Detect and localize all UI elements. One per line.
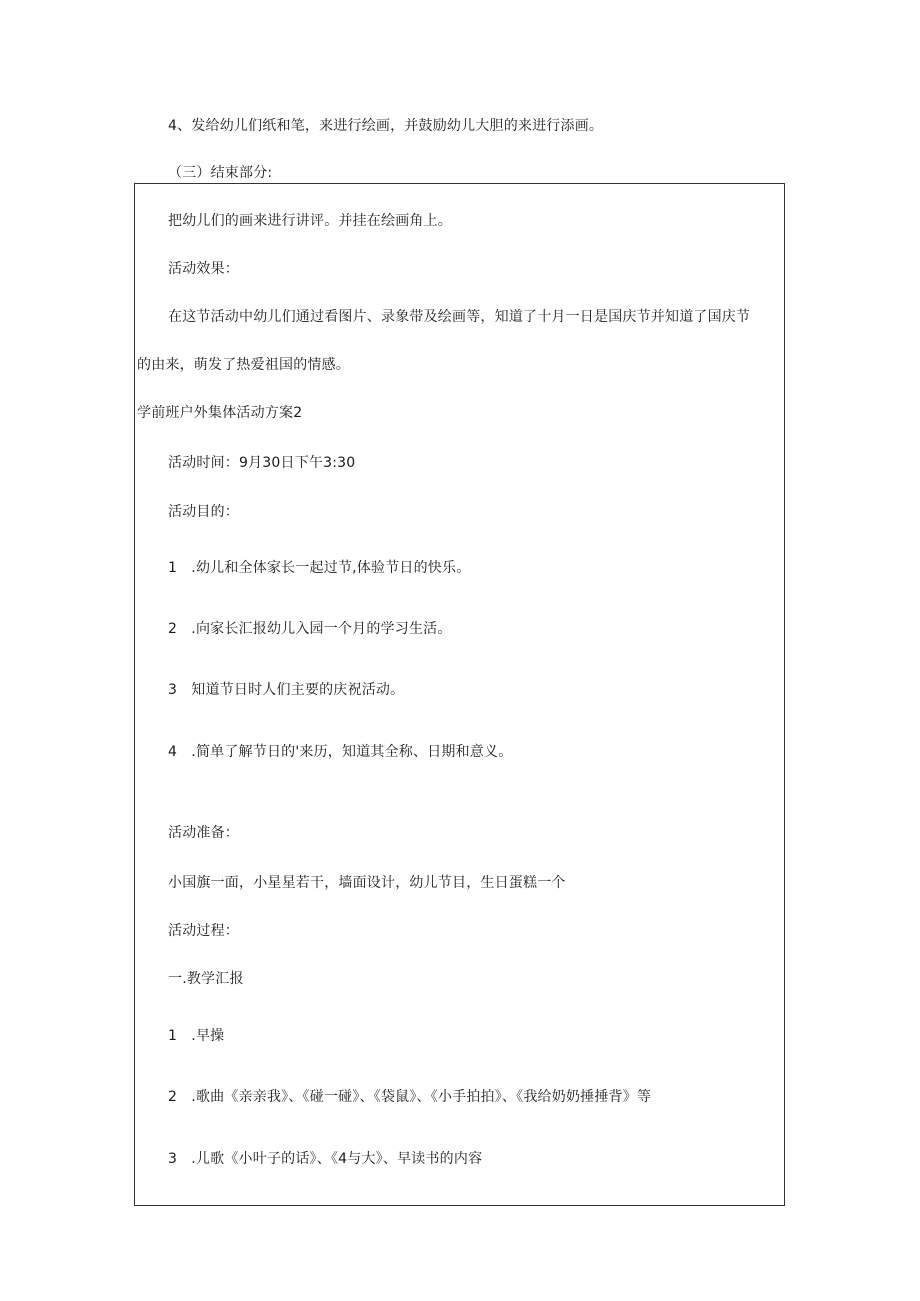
process-heading: 活动过程： <box>168 923 239 939</box>
step-4-text: 4、发给幼儿们纸和笔，来进行绘画，并鼓励幼儿大胆的来进行添画。 <box>168 118 604 134</box>
comment-text: 把幼儿们的画来进行讲评。并挂在绘画角上。 <box>168 213 452 229</box>
prep-heading: 活动准备： <box>168 825 239 841</box>
plan-2-title: 学前班户外集体活动方案2 <box>137 405 303 421</box>
goal-item-2: 2 .向家长汇报幼儿入园一个月的学习生活。 <box>168 621 452 637</box>
goal-item-3: 3 知道节日时人们主要的庆祝活动。 <box>168 682 405 698</box>
goal-heading: 活动目的： <box>168 504 239 520</box>
process-item-3: 3 .儿歌《小叶子的话》、《4与大》、早读书的内容 <box>168 1151 483 1167</box>
effect-paragraph-line-2: 的由来，萌发了热爱祖国的情感。 <box>137 357 350 373</box>
part-1-heading: 一.教学汇报 <box>168 971 244 987</box>
section-3-heading: （三）结束部分: <box>168 165 273 181</box>
effect-paragraph-line-1: 在这节活动中幼儿们通过看图片、录象带及绘画等，知道了十月一日是国庆节并知道了国庆节 <box>168 309 751 325</box>
process-item-2: 2 .歌曲《亲亲我》、《碰一碰》、《袋鼠》、《小手拍拍》、《我给奶奶捶捶背》等 <box>168 1089 652 1105</box>
process-item-1: 1 .早操 <box>168 1028 225 1044</box>
activity-time: 活动时间：9月30日下午3:30 <box>168 455 356 471</box>
goal-item-1: 1 .幼儿和全体家长一起过节,体验节日的快乐。 <box>168 560 471 576</box>
goal-item-4: 4 .简单了解节日的'来历，知道其全称、日期和意义。 <box>168 744 513 760</box>
prep-items: 小国旗一面，小星星若干，墙面设计，幼儿节目，生日蛋糕一个 <box>168 875 566 891</box>
effect-heading: 活动效果： <box>168 261 239 277</box>
